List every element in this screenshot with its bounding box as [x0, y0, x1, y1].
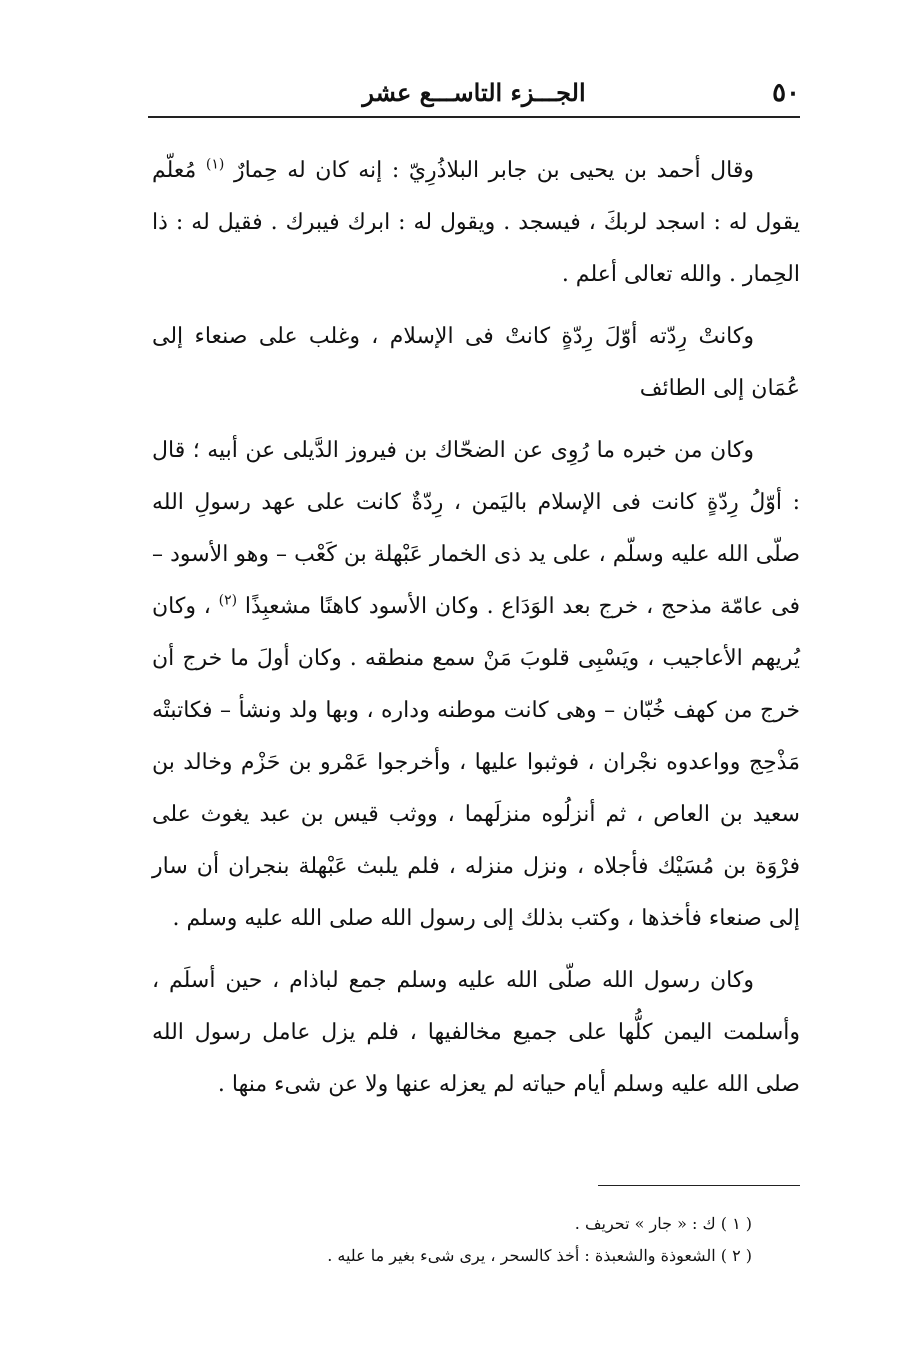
footnote-rule	[598, 1185, 800, 1186]
footnote: ( ٢ ) الشعوذة والشعبذة : أخذ كالسحر ، يرى شىء بغير ما عليه .	[327, 1246, 752, 1265]
paragraph-text: وكان رسول الله صلّى الله عليه وسلم جمع لباذام ، حين أسلَم ، وأسلمت اليمن كلُّها على جميع مخالفيها ، فلم يزل عامل رسول الله صلى الله عليه وسلم أيام حياته لم يعزله عنها ولا عن شىء منها .	[152, 968, 800, 1097]
footnotes	[152, 1208, 752, 1272]
paragraph-text: ، وكان يُريهم الأعاجيب ، ويَسْبِى قلوبَ مَنْ سمع منطقه . وكان أولَ ما خرج أن خرج من كهف خُبّان – وهى كانت موطنه وداره ، وبها ولد ونشأ – فكاتبتْه مَذْحِج وواعدوه نجْران ، فوثبوا عليها ، وأخرجوا عَمْرو بن حَزْم وخالد بن سعيد بن العاص ، ثم أنزلُوه منزلَهما ، ووثب قيس بن عبد يغوث على فرْوَة بن مُسَيْك فأجلاه ، ونزل منزله ، فلم يلبث عَبْهلة بنجران أن سار إلى صنعاء فأخذها ، وكتب بذلك إلى رسول الله صلى الله عليه وسلم .	[152, 594, 800, 931]
footnote-ref: (٢)	[218, 592, 238, 609]
page-header	[148, 72, 800, 112]
paragraph	[152, 311, 800, 415]
header-rule	[148, 116, 800, 118]
paragraph-text: وقال أحمد بن يحيى بن جابر البلاذُرِيّ : إنه كان له حِمارٌ	[233, 158, 754, 183]
paragraph	[152, 425, 800, 945]
paragraph	[152, 145, 800, 301]
footnote-ref: (١)	[205, 156, 225, 173]
main-text	[152, 145, 800, 1111]
footnote: ( ١ ) ك : « جار » تحريف .	[574, 1214, 752, 1233]
running-title: الجـــزء التاســـع عشر	[362, 78, 586, 107]
paragraph-text: مُعلّم يقول له : اسجد لربكَ ، فيسجد . ويقول له : ابرك فيبرك . فقيل له : ذا الحِمار . والله تعالى أعلم .	[152, 158, 800, 287]
paragraph-text: وكانتْ رِدّته أوّلَ رِدّةٍ كانتْ فى الإسلام ، وغلب على صنعاء إلى عُمَان إلى الطائف	[152, 324, 800, 401]
paragraph-text: وكان من خبره ما رُوِى عن الضحّاك بن فيروز الدَّيلى عن أبيه ؛ قال : أوّلُ رِدّةٍ كانت فى الإسلام باليَمن ، رِدّةٌ كانت على عهد رسولِ الله صلّى الله عليه وسلّم ، على يد ذى الخمار عَبْهلة بن كَعْب – وهو الأسود – فى عامّة مذحج ، خرج بعد الوَدَاع . وكان الأسود كاهنًا مشعبِذًا	[152, 438, 800, 619]
page-number: ٥٠	[772, 78, 800, 108]
paragraph	[152, 955, 800, 1111]
